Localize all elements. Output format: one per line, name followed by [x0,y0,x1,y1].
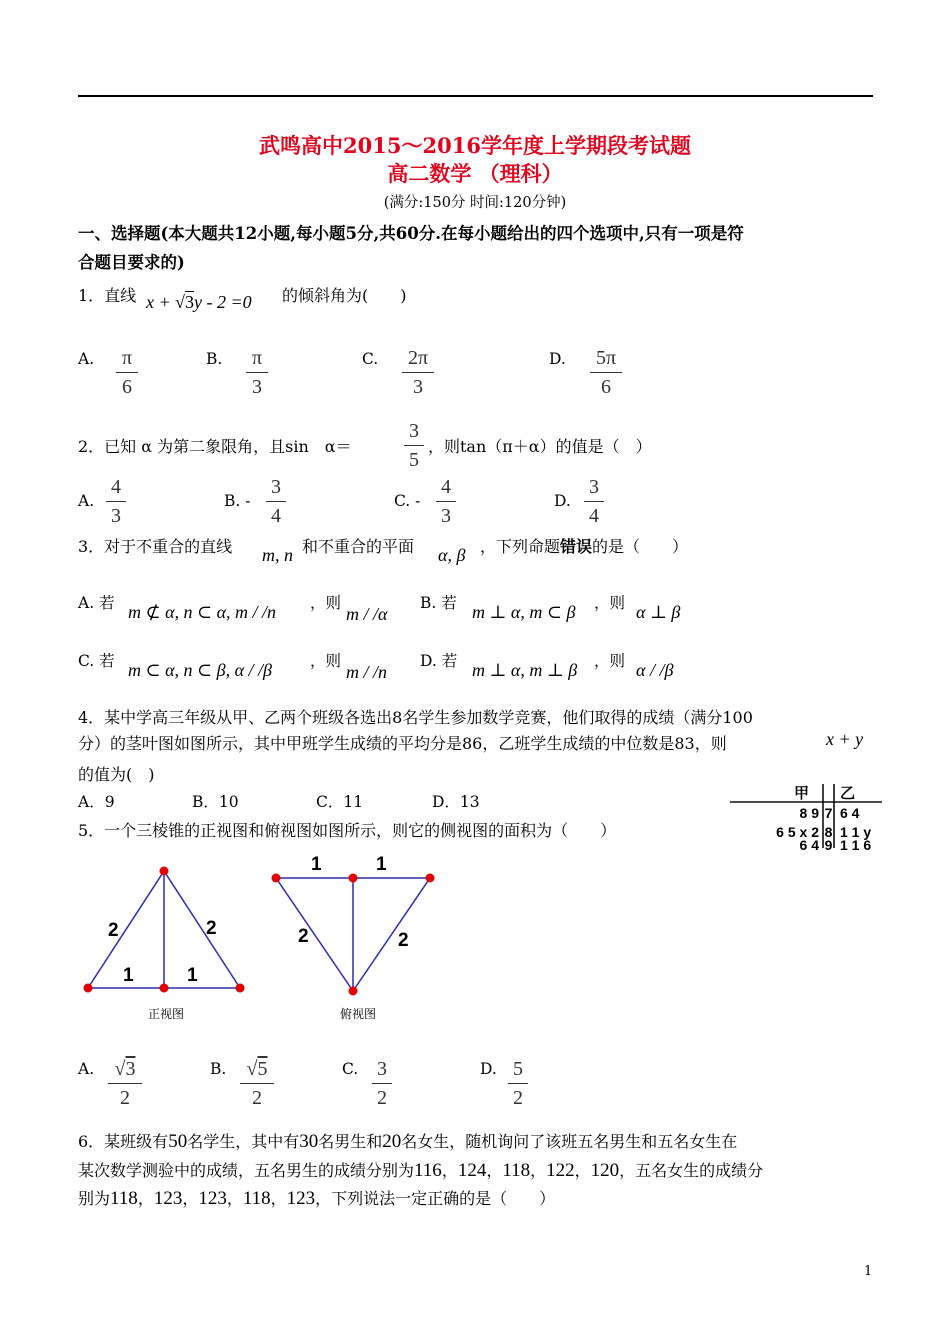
stem-leaf-row2-right: 1 1 y [840,824,872,840]
q3-planes: α, β [438,545,466,565]
section-heading-line2: 合题目要求的) [78,253,185,272]
q3-option-b-then: ，则 [594,594,626,612]
q4-option-d: D．13 [432,793,480,811]
top-view-mid-dot [349,874,358,883]
top-view-right-dot [426,874,435,883]
front-view-label-left: 2 [108,920,119,941]
q3-option-c-result: m / /n [346,662,388,682]
q2-option-a-fraction: 4 3 [106,474,126,529]
top-view-right-edge [353,878,430,991]
top-view-left-dot [272,874,281,883]
q5-option-b-fraction: √5 2 [240,1056,274,1111]
q2-fraction: 3 5 [404,418,424,473]
q3-option-a-label: A. 若 [78,594,115,612]
stem-leaf-head-left: 甲 [794,785,810,802]
q3-prefix: 3．对于不重合的直线 [78,537,233,556]
q3-option-c-condition: m ⊂ α, n ⊂ β, α / /β [128,660,272,680]
stem-leaf-head-right: 乙 [840,785,856,802]
top-view-label-top-left: 1 [311,854,322,875]
top-view-figure [260,845,450,1030]
q5-option-c-label: C. [342,1060,359,1078]
q1-option-d-label: D. [549,350,566,368]
stem-leaf-row2-left: 6 5 x 2 [776,824,819,840]
front-view-figure [78,850,268,1030]
q5-option-c-fraction: 3 2 [372,1056,392,1111]
q2-option-b-label: B. - [224,492,251,510]
front-view-label-base-right: 1 [187,965,198,986]
front-view-right-edge [164,871,240,988]
stem-leaf-row3-right: 1 1 6 [840,837,872,852]
section-heading-line1: 一、选择题(本大题共12小题,每小题5分,共60分.在每小题给出的四个选项中,只有一项是符 [78,224,744,243]
q4-option-a: A．9 [78,793,115,811]
q3-option-a-condition: m ⊄ α, n ⊂ α, m / /n [128,602,277,622]
stem-leaf-row3-stem: 9 [824,837,833,852]
exam-subtitle: 高二数学 （理科） [387,161,563,186]
q3-option-d-label: D. 若 [420,652,458,670]
front-view-apex-dot [160,867,169,876]
top-view-label-top-right: 1 [376,854,387,875]
q3-option-a-then: ，则 [310,594,342,612]
q3-lines: m, n [262,545,293,565]
q4-option-b: B．10 [192,793,239,811]
q1-equation: x + √3y - 2 =0 [146,292,252,312]
exam-title: 武鸣高中2015～2016学年度上学期段考试题 [259,133,691,158]
q5-option-a-fraction: √3 2 [108,1056,142,1111]
front-view-right-dot [236,984,245,993]
q1-option-d-fraction: 5π 6 [590,345,622,400]
q6-line3: 别为118，123，123，118，123，下列说法一定正确的是（ ） [78,1188,556,1209]
q4-line1: 4．某中学高三年级从甲、乙两个班级各选出8名学生参加数学竞赛，他们取得的成绩（满分100 [78,708,753,727]
q3-option-c-label: C. 若 [78,652,115,670]
q1-option-a-fraction: π 6 [116,345,138,400]
stem-leaf-row1-left: 8 9 [799,805,819,821]
q1-option-b-label: B. [206,350,223,368]
q2-option-d-label: D. [554,492,571,510]
q5-option-b-label: B. [210,1060,227,1078]
q6-line2: 某次数学测验中的成绩，五名男生的成绩分别为116，124，118，122，120，五名女生的成绩分 [78,1160,764,1181]
exam-meta: (满分:150分 时间:120分钟) [383,195,567,211]
stem-leaf-row3-left: 6 4 [799,837,819,852]
q3-option-a-result: m / /α [346,604,388,624]
q4-line2: 分）的茎叶图如图所示，其中甲班学生成绩的平均分是86，乙班学生成绩的中位数是83，则 [78,734,727,753]
front-view-label-base-left: 1 [123,965,134,986]
top-view-left-edge [276,878,353,991]
q5-text: 5．一个三棱锥的正视图和俯视图如图所示，则它的侧视图的面积为（ ） [78,821,617,840]
q4-option-c: C．11 [316,793,364,811]
q4-variable: x + y [826,729,864,749]
q6-line1: 6．某班级有50名学生，其中有30名男生和20名女生，随机询问了该班五名男生和五名女生在 [78,1131,738,1152]
top-view-label-left: 2 [298,926,309,947]
q1-suffix: 的倾斜角为( ) [282,286,407,305]
q3-suffix: ，下列命题错误的是（ ） [480,537,689,556]
q2-prefix: 2．已知 α 为第二象限角，且sin α＝ [78,437,352,456]
header-rule [78,95,873,97]
q3-option-b-label: B. 若 [420,594,457,612]
q1-option-c-label: C. [362,350,379,368]
q5-option-d-label: D. [480,1060,497,1078]
stem-leaf-row1-right: 6 4 [840,805,860,821]
front-view-caption: 正视图 [148,1007,185,1021]
top-view-caption: 俯视图 [340,1007,377,1021]
q3-option-b-result: α ⊥ β [636,602,681,622]
top-view-bottom-dot [349,987,358,996]
q1-option-c-fraction: 2π 3 [402,345,434,400]
q1-prefix: 1．直线 [78,286,137,305]
q5-option-a-label: A. [78,1060,95,1078]
q3-option-d-result: α / /β [636,660,674,680]
page-number: 1 [864,1264,873,1279]
top-view-label-right: 2 [398,930,409,951]
q1-option-b-fraction: π 3 [246,345,268,400]
front-view-label-right: 2 [206,918,217,939]
q3-mid: 和不重合的平面 [302,537,415,556]
q2-option-c-fraction: 4 3 [436,474,456,529]
stem-leaf-diagram [726,782,886,852]
q3-option-c-then: ，则 [310,652,342,670]
q3-option-b-condition: m ⊥ α, m ⊂ β [472,602,576,622]
front-view-left-dot [84,984,93,993]
q5-option-d-fraction: 5 2 [508,1056,528,1111]
stem-leaf-row2-stem: 8 [824,824,833,840]
q2-option-c-label: C. - [394,492,421,510]
stem-leaf-row1-stem: 7 [824,805,833,821]
q1-option-a-label: A. [78,350,95,368]
q4-line3: 的值为( ) [78,765,155,784]
q3-option-d-then: ，则 [594,652,626,670]
q2-option-a-label: A. [78,492,95,510]
q2-option-d-fraction: 3 4 [584,474,604,529]
q3-option-d-condition: m ⊥ α, m ⊥ β [472,660,578,680]
q2-suffix: ，则tan（π＋α）的值是（ ） [428,437,652,456]
q2-option-b-fraction: 3 4 [266,474,286,529]
front-view-mid-dot [160,984,169,993]
